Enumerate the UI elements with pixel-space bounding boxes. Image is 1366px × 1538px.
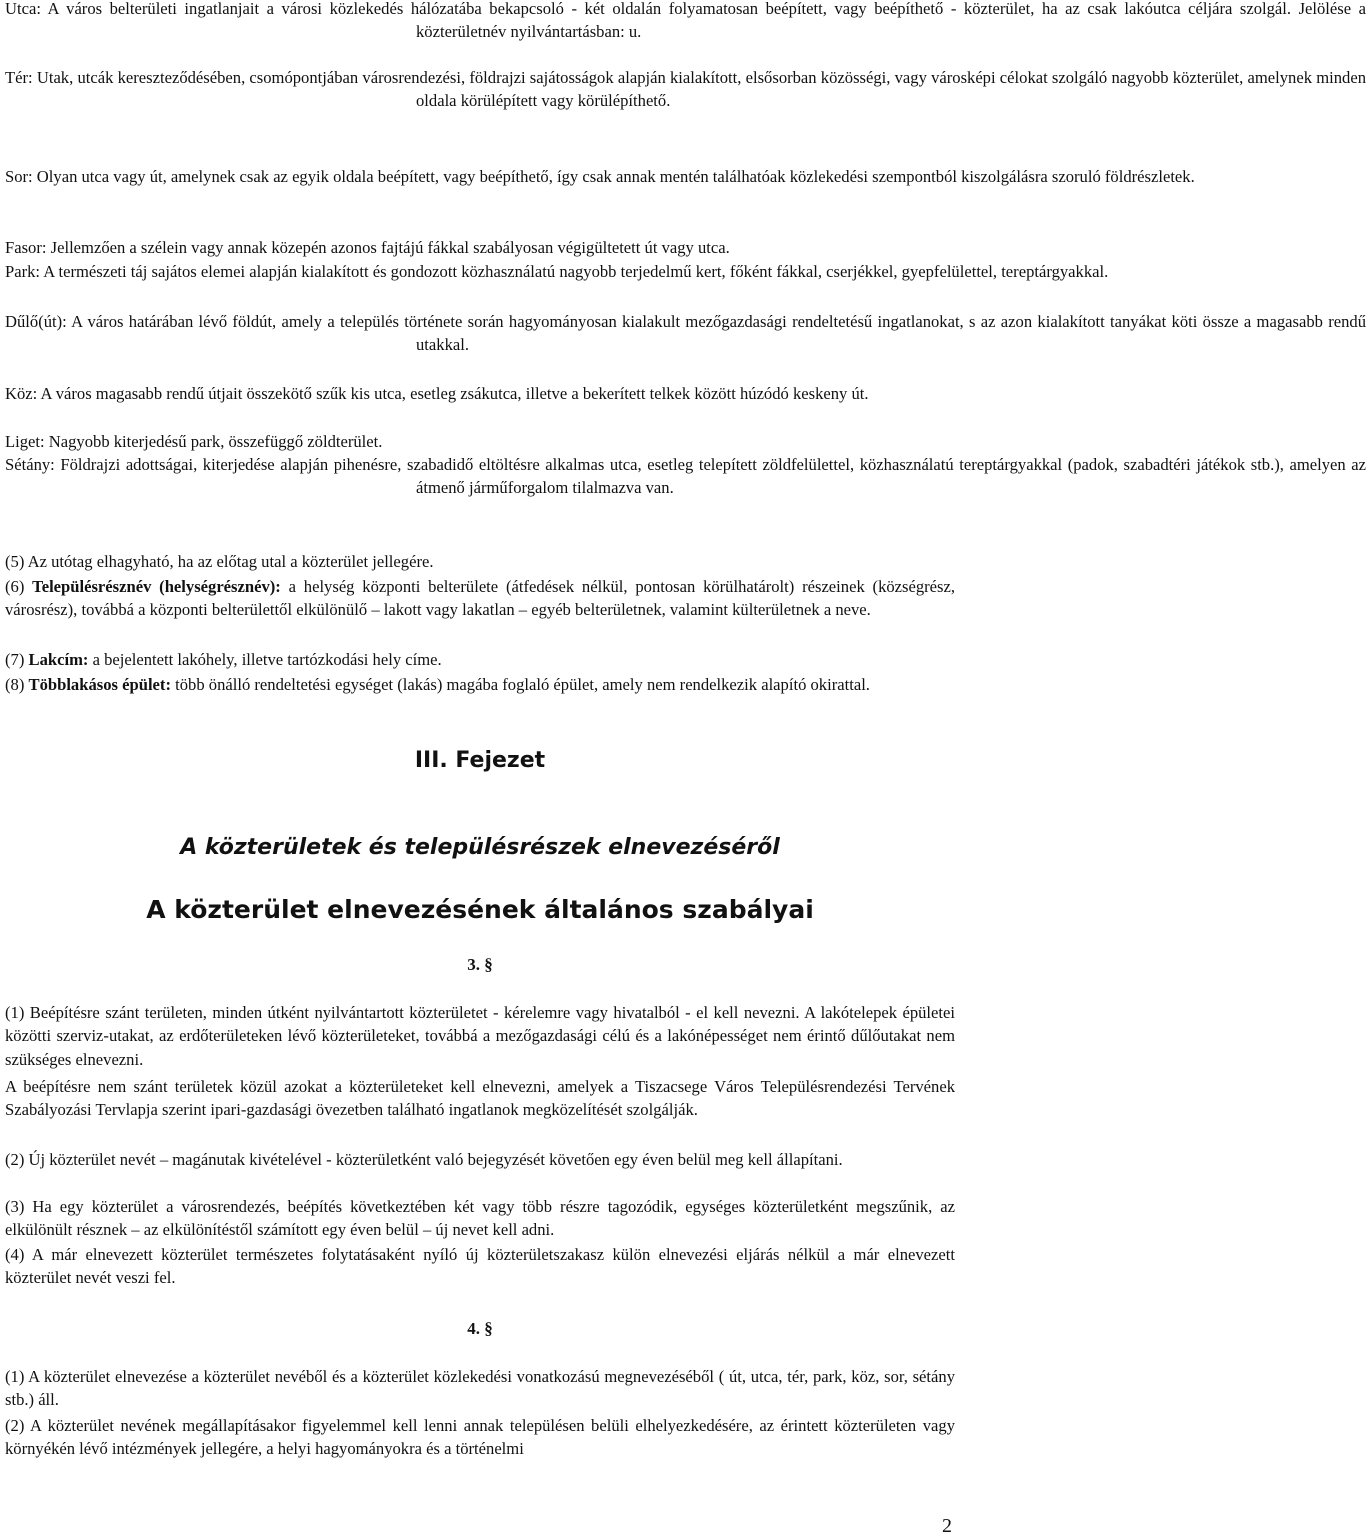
definition-sor: Sor: Olyan utca vagy út, amelynek csak az egyik oldala beépített, vagy beépíthető, így csak annak mentén találhatóak közlekedési szempontból kiszolgálásra szoruló földrészletek. (5, 167, 1195, 186)
section-3-paragraph: (3) Ha egy közterület a városrendezés, beépítés következtében két vagy több részre tagozódik, egységes közterületként megszűnik, az elkülönült résznek – az elkülönítéstől számított egy éven belül – új nevet kell adni. (5, 1197, 955, 1240)
paragraph-7-term: Lakcím: (28, 650, 89, 669)
paragraph-7-prefix: (7) (5, 650, 29, 669)
paragraph-6-text: a helység központi belterülete (átfedések nélkül, pontosan körülhatárolt) részeinek (községrész, városrész), továbbá a központi belterülettől elkülönülő – lakott vagy lakatlan – egyéb belterületnek, valamint külterületnek a neve. (5, 577, 956, 620)
paragraph-8-term: Többlakásos épület: (28, 675, 171, 694)
section-4-paragraph: (2) A közterület nevének megállapításakor figyelemmel kell lenni annak településen belüli elhelyezkedésére, az érintett közterületen vagy környékén lévő intézmények jellegére, a helyi hagyományokra és a történelmi (5, 1416, 955, 1459)
section-3-paragraph: (2) Új közterület nevét – magánutak kivételével - közterületként való bejegyzését követően egy éven belül meg kell állapítani. (5, 1150, 843, 1169)
paragraph-8-prefix: (8) (5, 675, 29, 694)
page-number: 2 (942, 1515, 952, 1537)
section-3-paragraph: (4) A már elnevezett közterület természetes folytatásaként nyíló új közterületszakasz külön elnevezési eljárás nélkül a már elnevezett közterület nevét veszi fel. (5, 1245, 955, 1288)
paragraph-6 (5, 575, 955, 622)
section-4-paragraph: (1) A közterület elnevezése a közterület nevéből és a közterület közlekedési vonatkozású megnevezéséből ( út, utca, tér, park, köz, sor, sétány stb.) áll. (5, 1367, 955, 1410)
chapter-title: III. Fejezet (414, 748, 546, 773)
definition-ter: Tér: Utak, utcák kereszteződésében, csomópontjában városrendezési, földrajzi sajátosságok alapján kialakított, elsősorban közösségi, vagy városképi célokat szolgáló nagyobb közterület, amelynek minden oldala körülépített vagy körülépíthető. (5, 68, 1366, 111)
section-4-label: 4. § (467, 1319, 493, 1338)
paragraph-8-text: több önálló rendeltetési egységet (lakás) magába foglaló épület, amely nem rendelkezik alapító okirattal. (170, 675, 870, 694)
paragraph-8 (5, 673, 991, 696)
definition-dulo: Dűlő(út): A város határában lévő földút, amely a település története során hagyományosan kialakult mezőgazdasági rendeltetésű ingatlanokat, s az azon kialakított tanyákat köti össze a magasabb rendű utakkal. (5, 312, 1366, 355)
definition-park: Park: A természeti táj sajátos elemei alapján kialakított és gondozott közhasználatú nagyobb terjedelmű kert, főként fákkal, cserjékkel, gyepfelülettel, tereptárgyakkal. (5, 262, 1109, 281)
section-heading: A közterület elnevezésének általános szabályai (146, 895, 814, 924)
chapter-subtitle: A közterületek és településrészek elnevezéséről (180, 835, 780, 860)
paragraph-6-term: Településrésznév (helységrésznév): (32, 577, 281, 596)
definition-liget: Liget: Nagyobb kiterjedésű park, összefüggő zöldterület. (5, 432, 383, 451)
section-3-paragraph: A beépítésre nem szánt területek közül azokat a közterületeket kell elnevezni, amelyek a Tiszacsege Város Településrendezési Tervének Szabályozási Tervlapja szerint ipari-gazdasági övezetben található ingatlanok megközelítését szolgálják. (5, 1077, 955, 1120)
definition-koz: Köz: A város magasabb rendű útjait összekötő szűk kis utca, esetleg zsákutca, illetve a bekerített telkek között húzódó keskeny út. (5, 384, 869, 403)
definition-fasor: Fasor: Jellemzően a szélein vagy annak közepén azonos fajtájú fákkal szabályosan végigültetett út vagy utca. (5, 238, 730, 257)
paragraph-7-text: a bejelentett lakóhely, illetve tartózkodási hely címe. (88, 650, 442, 669)
paragraph-7 (5, 648, 955, 671)
definition-setany: Sétány: Földrajzi adottságai, kiterjedése alapján pihenésre, szabadidő eltöltésre alkalmas utca, esetleg telepített zöldfelülettel, közhasználatú tereptárgyakkal (padok, szabadtéri játékok stb.), amelyen az átmenő járműforgalom tilalmazva van. (5, 455, 1366, 498)
section-3-label: 3. § (467, 955, 493, 974)
definition-utca: Utca: A város belterületi ingatlanjait a városi közlekedés hálózatába bekapcsoló - két oldalán folyamatosan beépített, vagy beépíthető - közterület, ha az csak lakóutca céljára szolgál. Jelölése a közterületnév nyilvántartásban: u. (5, 0, 1366, 42)
paragraph-6-prefix: (6) (5, 577, 33, 596)
paragraph-5: (5) Az utótag elhagyható, ha az előtag utal a közterület jellegére. (5, 552, 434, 571)
section-3-paragraph: (1) Beépítésre szánt területen, minden útként nyilvántartott közterületet - kérelemre vagy hivatalból - el kell nevezni. A lakótelepek épületei közötti szerviz-utakat, az erdőterületeken lévő közterületeket, továbbá a mezőgazdasági célú és a lakónépességet nem érintő dűlőutakat nem szükséges elnevezni. (5, 1003, 955, 1069)
